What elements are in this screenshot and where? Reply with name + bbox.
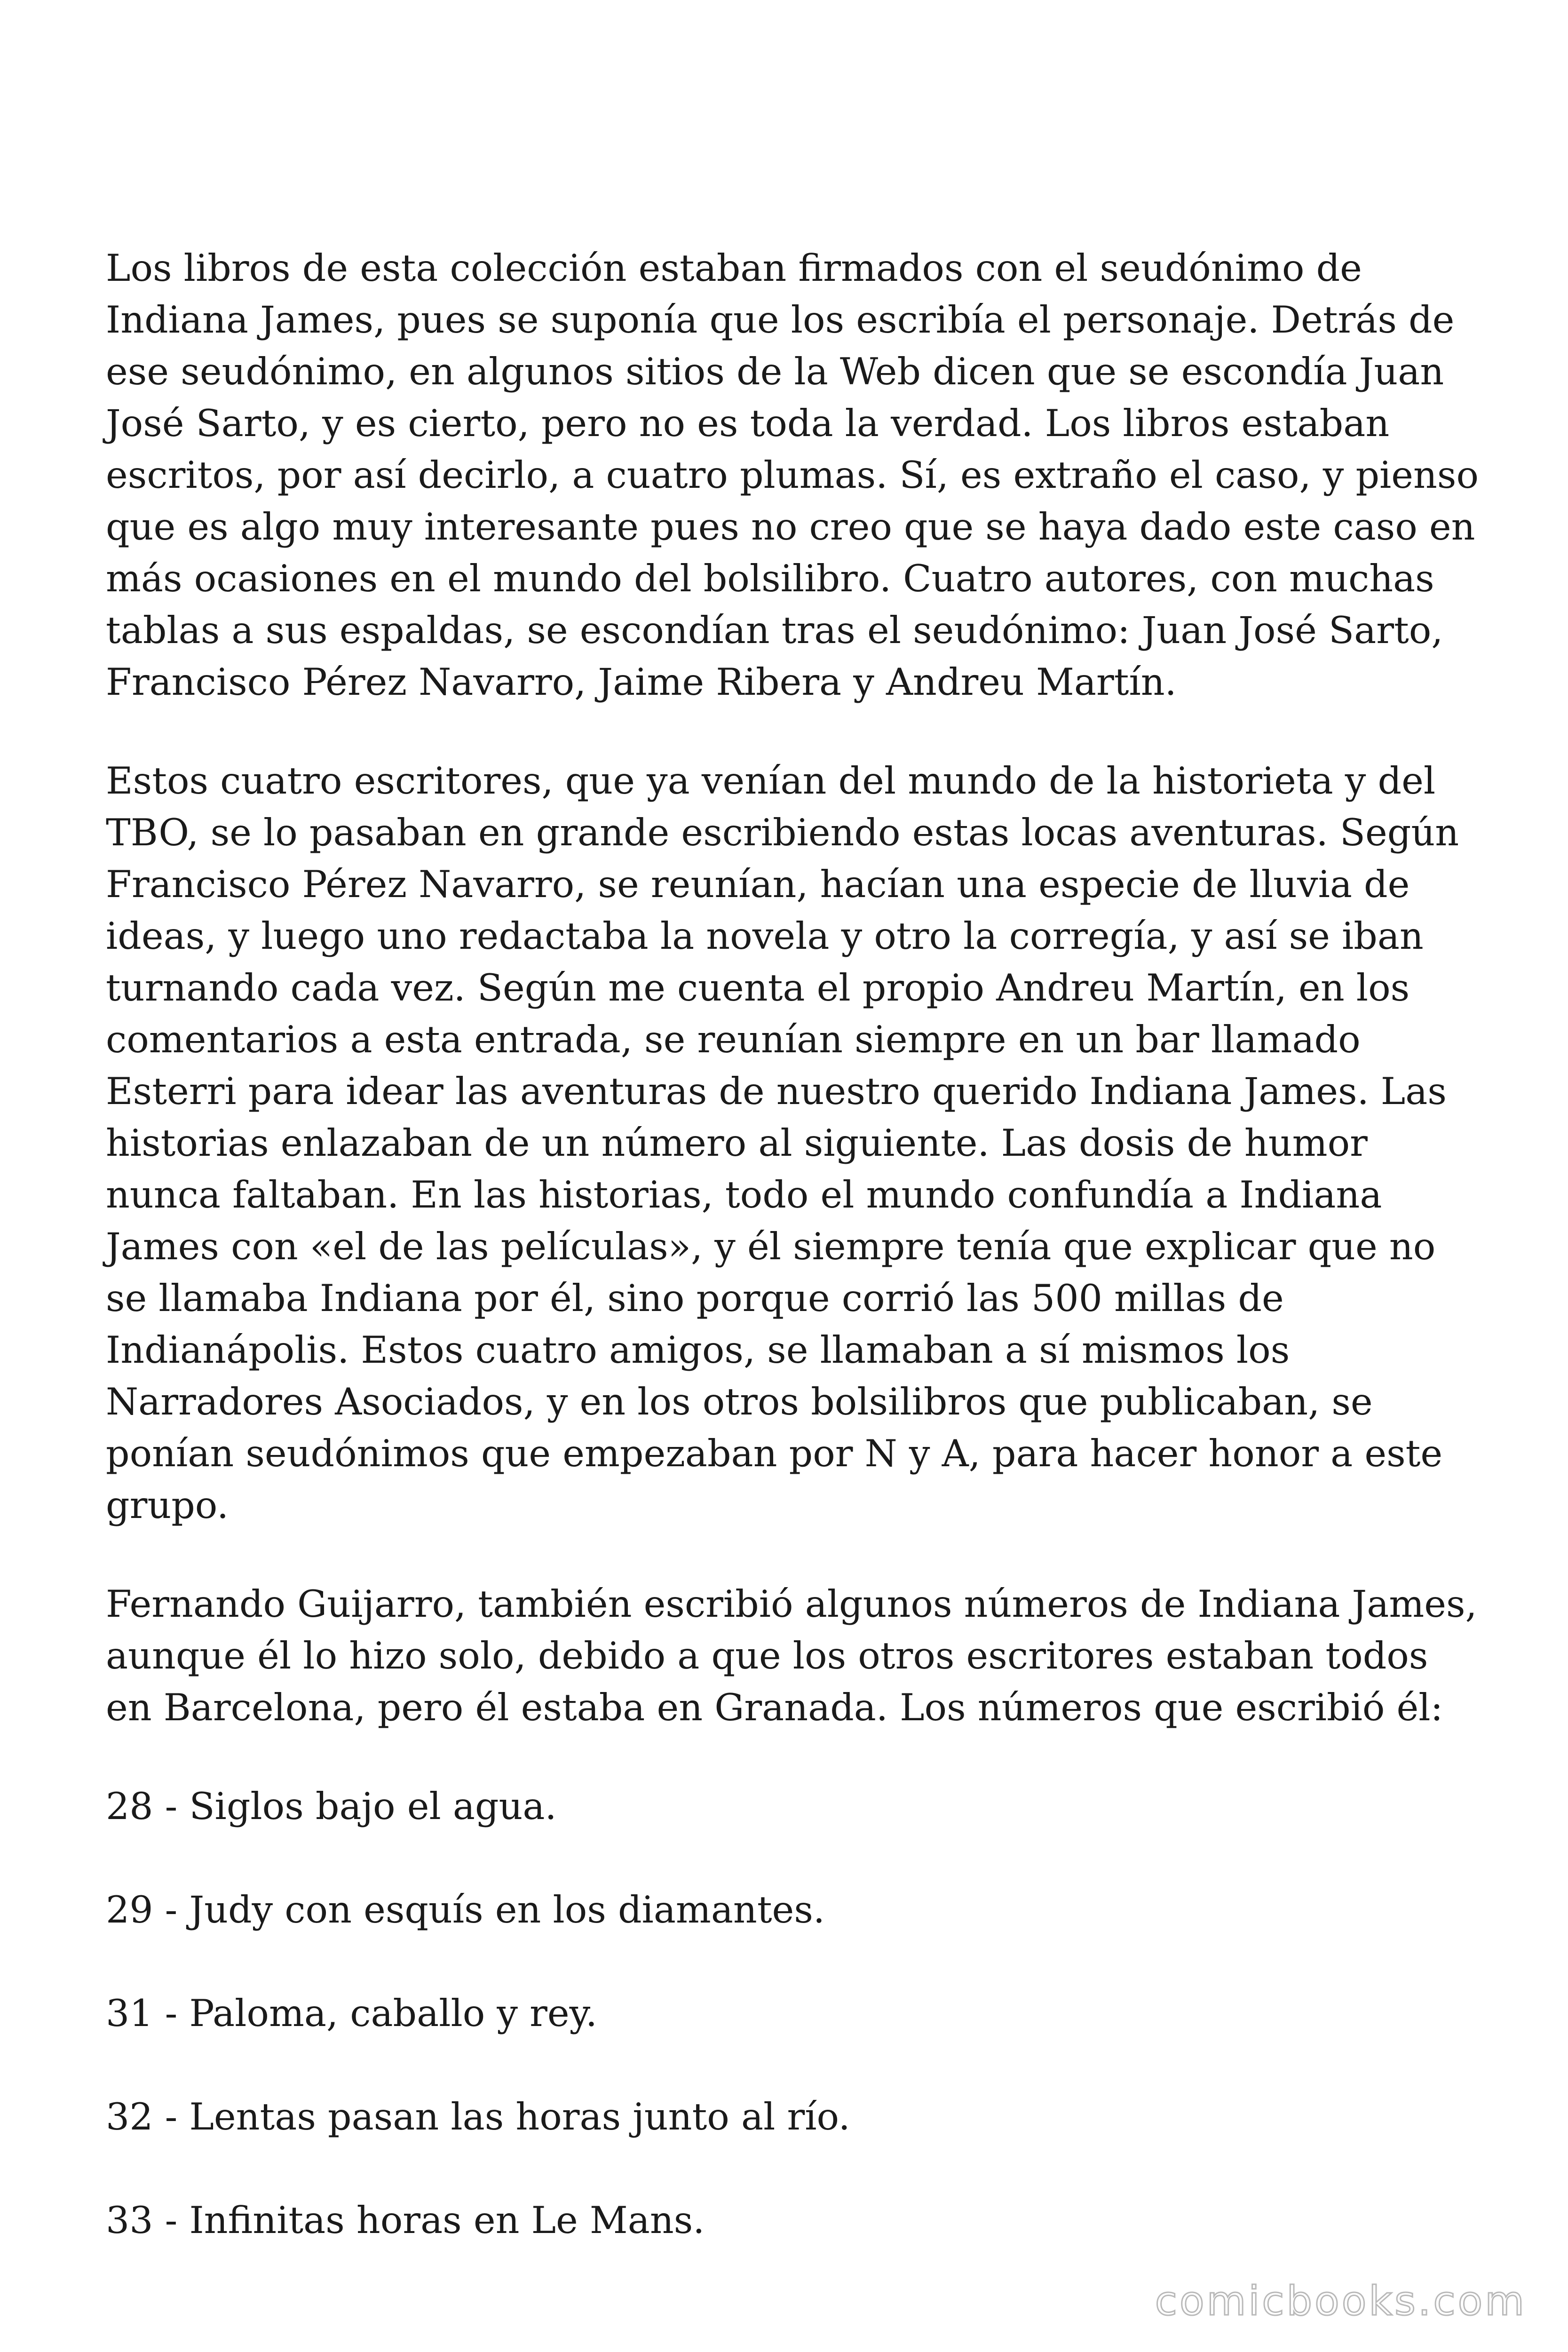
paragraph-writers: Estos cuatro escritores, que ya venían del mundo de la historieta y del TBO, se lo pasaban en grande escribiendo estas locas aventuras. Según Francisco Pérez Navarro, se reunían, hacían una especie de lluvia de ideas, y luego uno redactaba la novela y otro la corregía, y así se iban turnando cada vez. Según me cuenta el propio Andreu Martín, en los comentarios a esta entrada, se reunían siempre en un bar llamado Esterri para idear las aventuras de nuestro querido Indiana James. Las historias enlazaban de un número al siguiente. Las dosis de humor nunca faltaban. En las historias, todo el mundo confundía a Indiana James con «el de las películas», y él siempre tenía que explicar que no se llamaba Indiana por él, sino porque corrió las 500 millas de Indianápolis. Estos cuatro amigos, se llamaban a sí mismos los Narradores Asociados, y en los otros bolsilibros que publicaban, se ponían seudónimos que empezaban por N y A, para hacer honor a este grupo. — [106, 759, 1459, 1527]
list-item: 32 - Lentas pasan las horas junto al río. — [106, 2095, 850, 2138]
paragraph-guijarro: Fernando Guijarro, también escribió algunos números de Indiana James, aunque él lo hizo solo, debido a que los otros escritores estaban todos en Barcelona, pero él estaba en Granada. Los números que escribió él: — [106, 1582, 1477, 1729]
list-item: 28 - Siglos bajo el agua. — [106, 1785, 557, 1828]
paragraph-authors: Los libros de esta colección estaban firmados con el seudónimo de Indiana James, pues se suponía que los escribía el personaje. Detrás de ese seudónimo, en algunos sitios de la Web dicen que se escondía Juan José Sarto, y es cierto, pero no es toda la verdad. Los libros estaban escritos, por así decirlo, a cuatro plumas. Sí, es extraño el caso, y pienso que es algo muy interesante pues no creo que se haya dado este caso en más ocasiones en el mundo del bolsilibro. Cuatro autores, con muchas tablas a sus espaldas, se escondían tras el seudónimo: Juan José Sarto, Francisco Pérez Navarro, Jaime Ribera y Andreu Martín. — [106, 246, 1479, 704]
list-item: 29 - Judy con esquís en los diamantes. — [106, 1888, 825, 1931]
watermark: comicbooks.com — [1155, 2278, 1527, 2325]
list-item: 31 - Paloma, caballo y rey. — [106, 1992, 597, 2035]
issue-list — [106, 1780, 1479, 2246]
document-page — [106, 242, 1479, 2298]
list-item: 33 - Infinitas horas en Le Mans. — [106, 2199, 705, 2242]
